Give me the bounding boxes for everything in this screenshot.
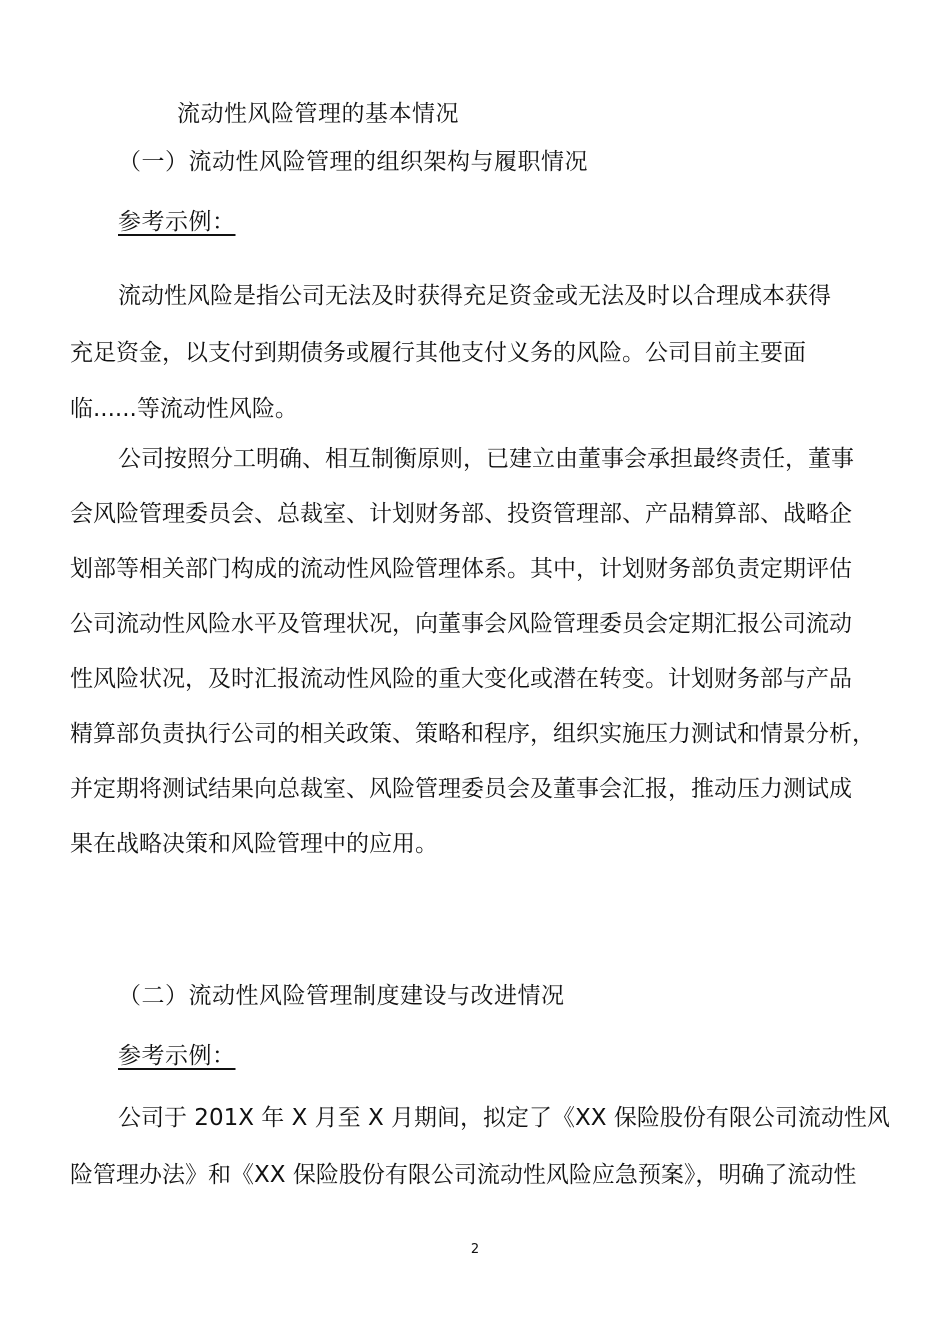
paragraph-line: 充足资金，以支付到期债务或履行其他支付义务的风险。公司目前主要面 [70, 340, 806, 366]
paragraph-line: 划部等相关部门构成的流动性风险管理体系。其中，计划财务部负责定期评估 [70, 556, 852, 582]
paragraph-line: 公司按照分工明确、相互制衡原则，已建立由董事会承担最终责任，董事 [118, 446, 854, 472]
paragraph-line: 性风险状况，及时汇报流动性风险的重大变化或潜在转变。计划财务部与产品 [70, 666, 852, 692]
section-title: 流动性风险管理的基本情况 [177, 101, 459, 127]
paragraph-line: 并定期将测试结果向总裁室、风险管理委员会及董事会汇报，推动压力测试成 [70, 776, 852, 802]
subsection-2-heading: （二）流动性风险管理制度建设与改进情况 [118, 983, 565, 1009]
paragraph-line: 流动性风险是指公司无法及时获得充足资金或无法及时以合理成本获得 [118, 283, 831, 309]
paragraph-line: 精算部负责执行公司的相关政策、策略和程序，组织实施压力测试和情景分析， [70, 721, 875, 747]
example-label-2: 参考示例： [118, 1043, 236, 1069]
example-label-1: 参考示例： [118, 209, 236, 235]
subsection-1-heading: （一）流动性风险管理的组织架构与履职情况 [118, 149, 588, 175]
paragraph-line: 会风险管理委员会、总裁室、计划财务部、投资管理部、产品精算部、战略企 [70, 501, 852, 527]
paragraph-line: 果在战略决策和风险管理中的应用。 [70, 831, 438, 857]
paragraph-line: 公司流动性风险水平及管理状况，向董事会风险管理委员会定期汇报公司流动 [70, 611, 852, 637]
paragraph-line: 公司于 201X 年 X 月至 X 月期间，拟定了《XX 保险股份有限公司流动性风 [118, 1105, 890, 1131]
paragraph-line: 临......等流动性风险。 [70, 396, 298, 422]
page-number: 2 [470, 1242, 480, 1257]
paragraph-line: 险管理办法》和《XX 保险股份有限公司流动性风险应急预案》，明确了流动性 [70, 1162, 857, 1188]
